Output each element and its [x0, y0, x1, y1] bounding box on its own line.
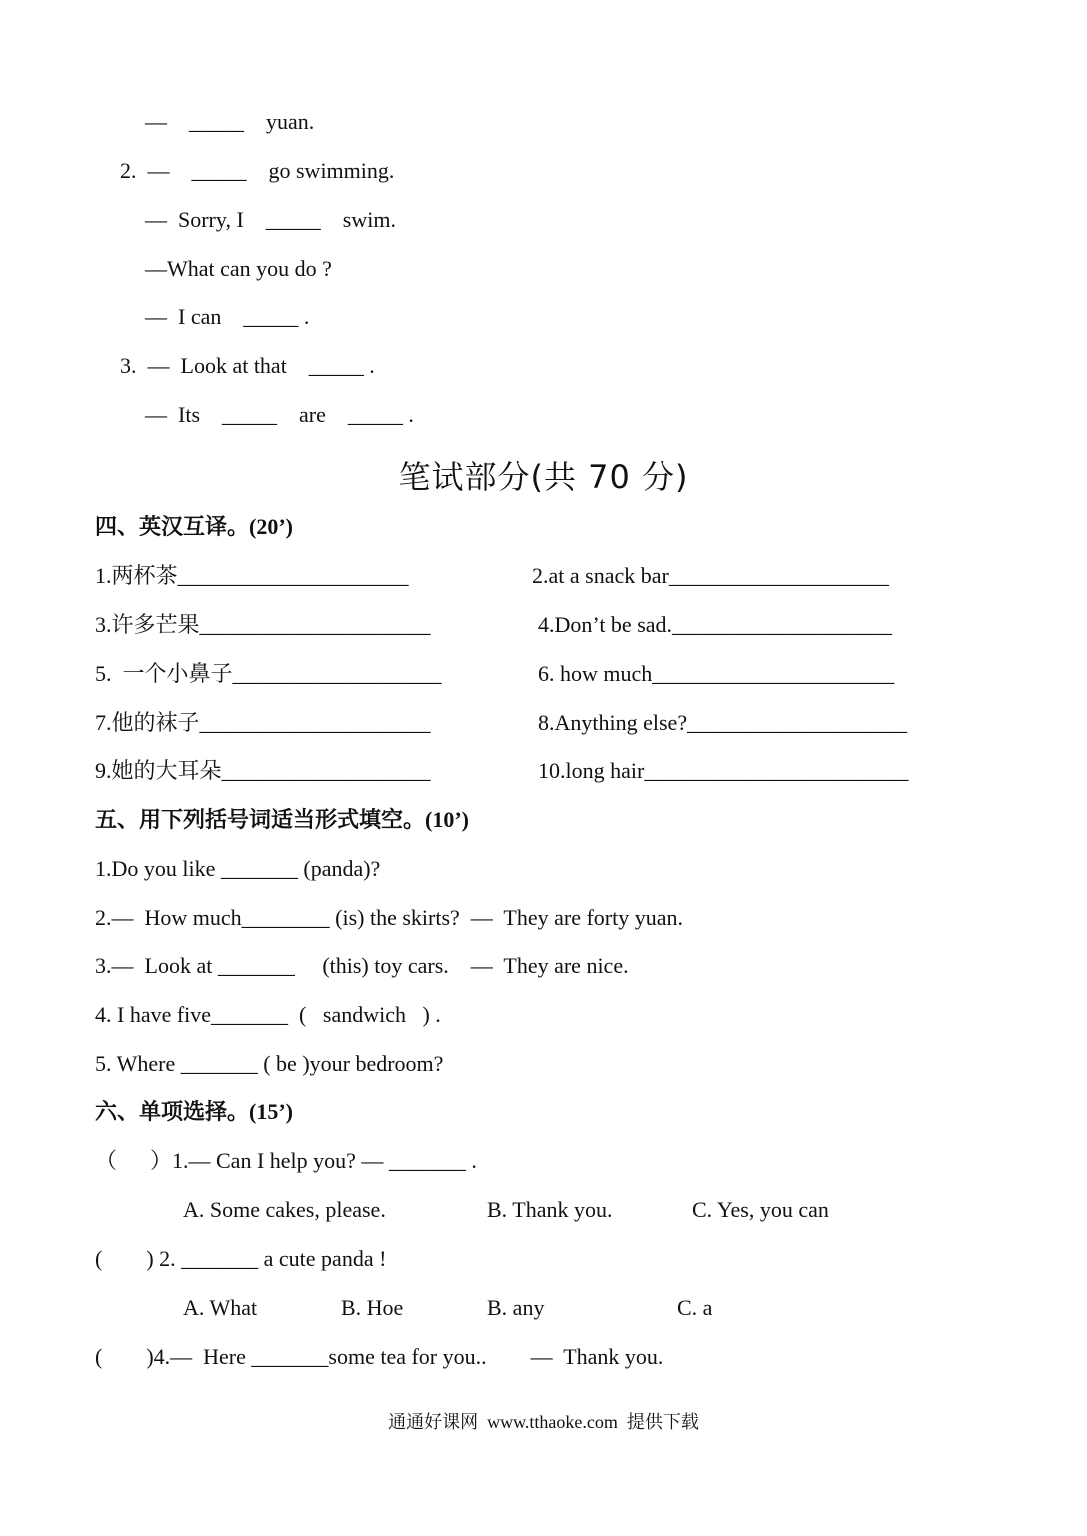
section5-item-1: 1.Do you like _______ (panda)?	[95, 856, 381, 881]
listening-line-4: —What can you do ?	[145, 256, 332, 281]
question-2: ( ) 2. _______ a cute panda !	[95, 1246, 387, 1271]
section4-item-7: 7.他的袜子_____________________	[95, 710, 431, 735]
listening-line-7: — Its _____ are _____ .	[145, 402, 414, 427]
section4-item-2: 2.at a snack bar____________________	[532, 563, 889, 588]
question-4: ( )4.— Here _______some tea for you.. — Thank you.	[95, 1344, 664, 1369]
section5-item-4: 4. I have five_______ ( sandwich ) .	[95, 1002, 441, 1027]
listening-line-2: 2. — _____ go swimming.	[120, 158, 395, 183]
listening-line-5: — I can _____ .	[145, 304, 310, 329]
section4-item-6: 6. how much______________________	[538, 661, 895, 686]
section5-heading: 五、用下列括号词适当形式填空。(10’)	[95, 807, 469, 832]
question-1-option-b: B. Thank you.	[487, 1197, 613, 1222]
section4-item-10: 10.long hair________________________	[538, 758, 909, 783]
section5-item-3: 3.— Look at _______ (this) toy cars. — They are nice.	[95, 953, 629, 978]
section6-heading: 六、单项选择。(15’)	[95, 1099, 293, 1124]
question-2-option-b2: B. any	[487, 1295, 545, 1320]
section5-item-2: 2.— How much________ (is) the skirts? — They are forty yuan.	[95, 905, 683, 930]
section5-item-5: 5. Where _______ ( be )your bedroom?	[95, 1051, 444, 1076]
section4-item-8: 8.Anything else?____________________	[538, 710, 908, 735]
question-2-option-a: A. What	[183, 1295, 258, 1320]
question-1: （ ）1.— Can I help you? — _______ .	[95, 1148, 477, 1173]
question-2-option-c: C. a	[677, 1295, 713, 1320]
section4-item-5: 5. 一个小鼻子___________________	[95, 661, 442, 686]
question-1-option-c: C. Yes, you can	[692, 1197, 829, 1222]
question-1-option-a: A. Some cakes, please.	[183, 1197, 386, 1222]
listening-line-6: 3. — Look at that _____ .	[120, 353, 375, 378]
section4-item-4: 4.Don’t be sad.____________________	[538, 612, 893, 637]
section4-item-3: 3.许多芒果_____________________	[95, 612, 431, 637]
question-2-option-b: B. Hoe	[341, 1295, 404, 1320]
section4-item-1: 1.两杯茶_____________________	[95, 563, 409, 588]
listening-line-3: — Sorry, I _____ swim.	[145, 207, 396, 232]
listening-line-1: — _____ yuan.	[145, 109, 315, 134]
written-section-title: 笔试部分(共 70 分)	[398, 458, 689, 496]
section4-item-9: 9.她的大耳朵___________________	[95, 758, 431, 783]
page-footer: 通通好课网 www.tthaoke.com 提供下载	[388, 1412, 699, 1432]
section4-heading: 四、英汉互译。(20’)	[95, 514, 293, 539]
